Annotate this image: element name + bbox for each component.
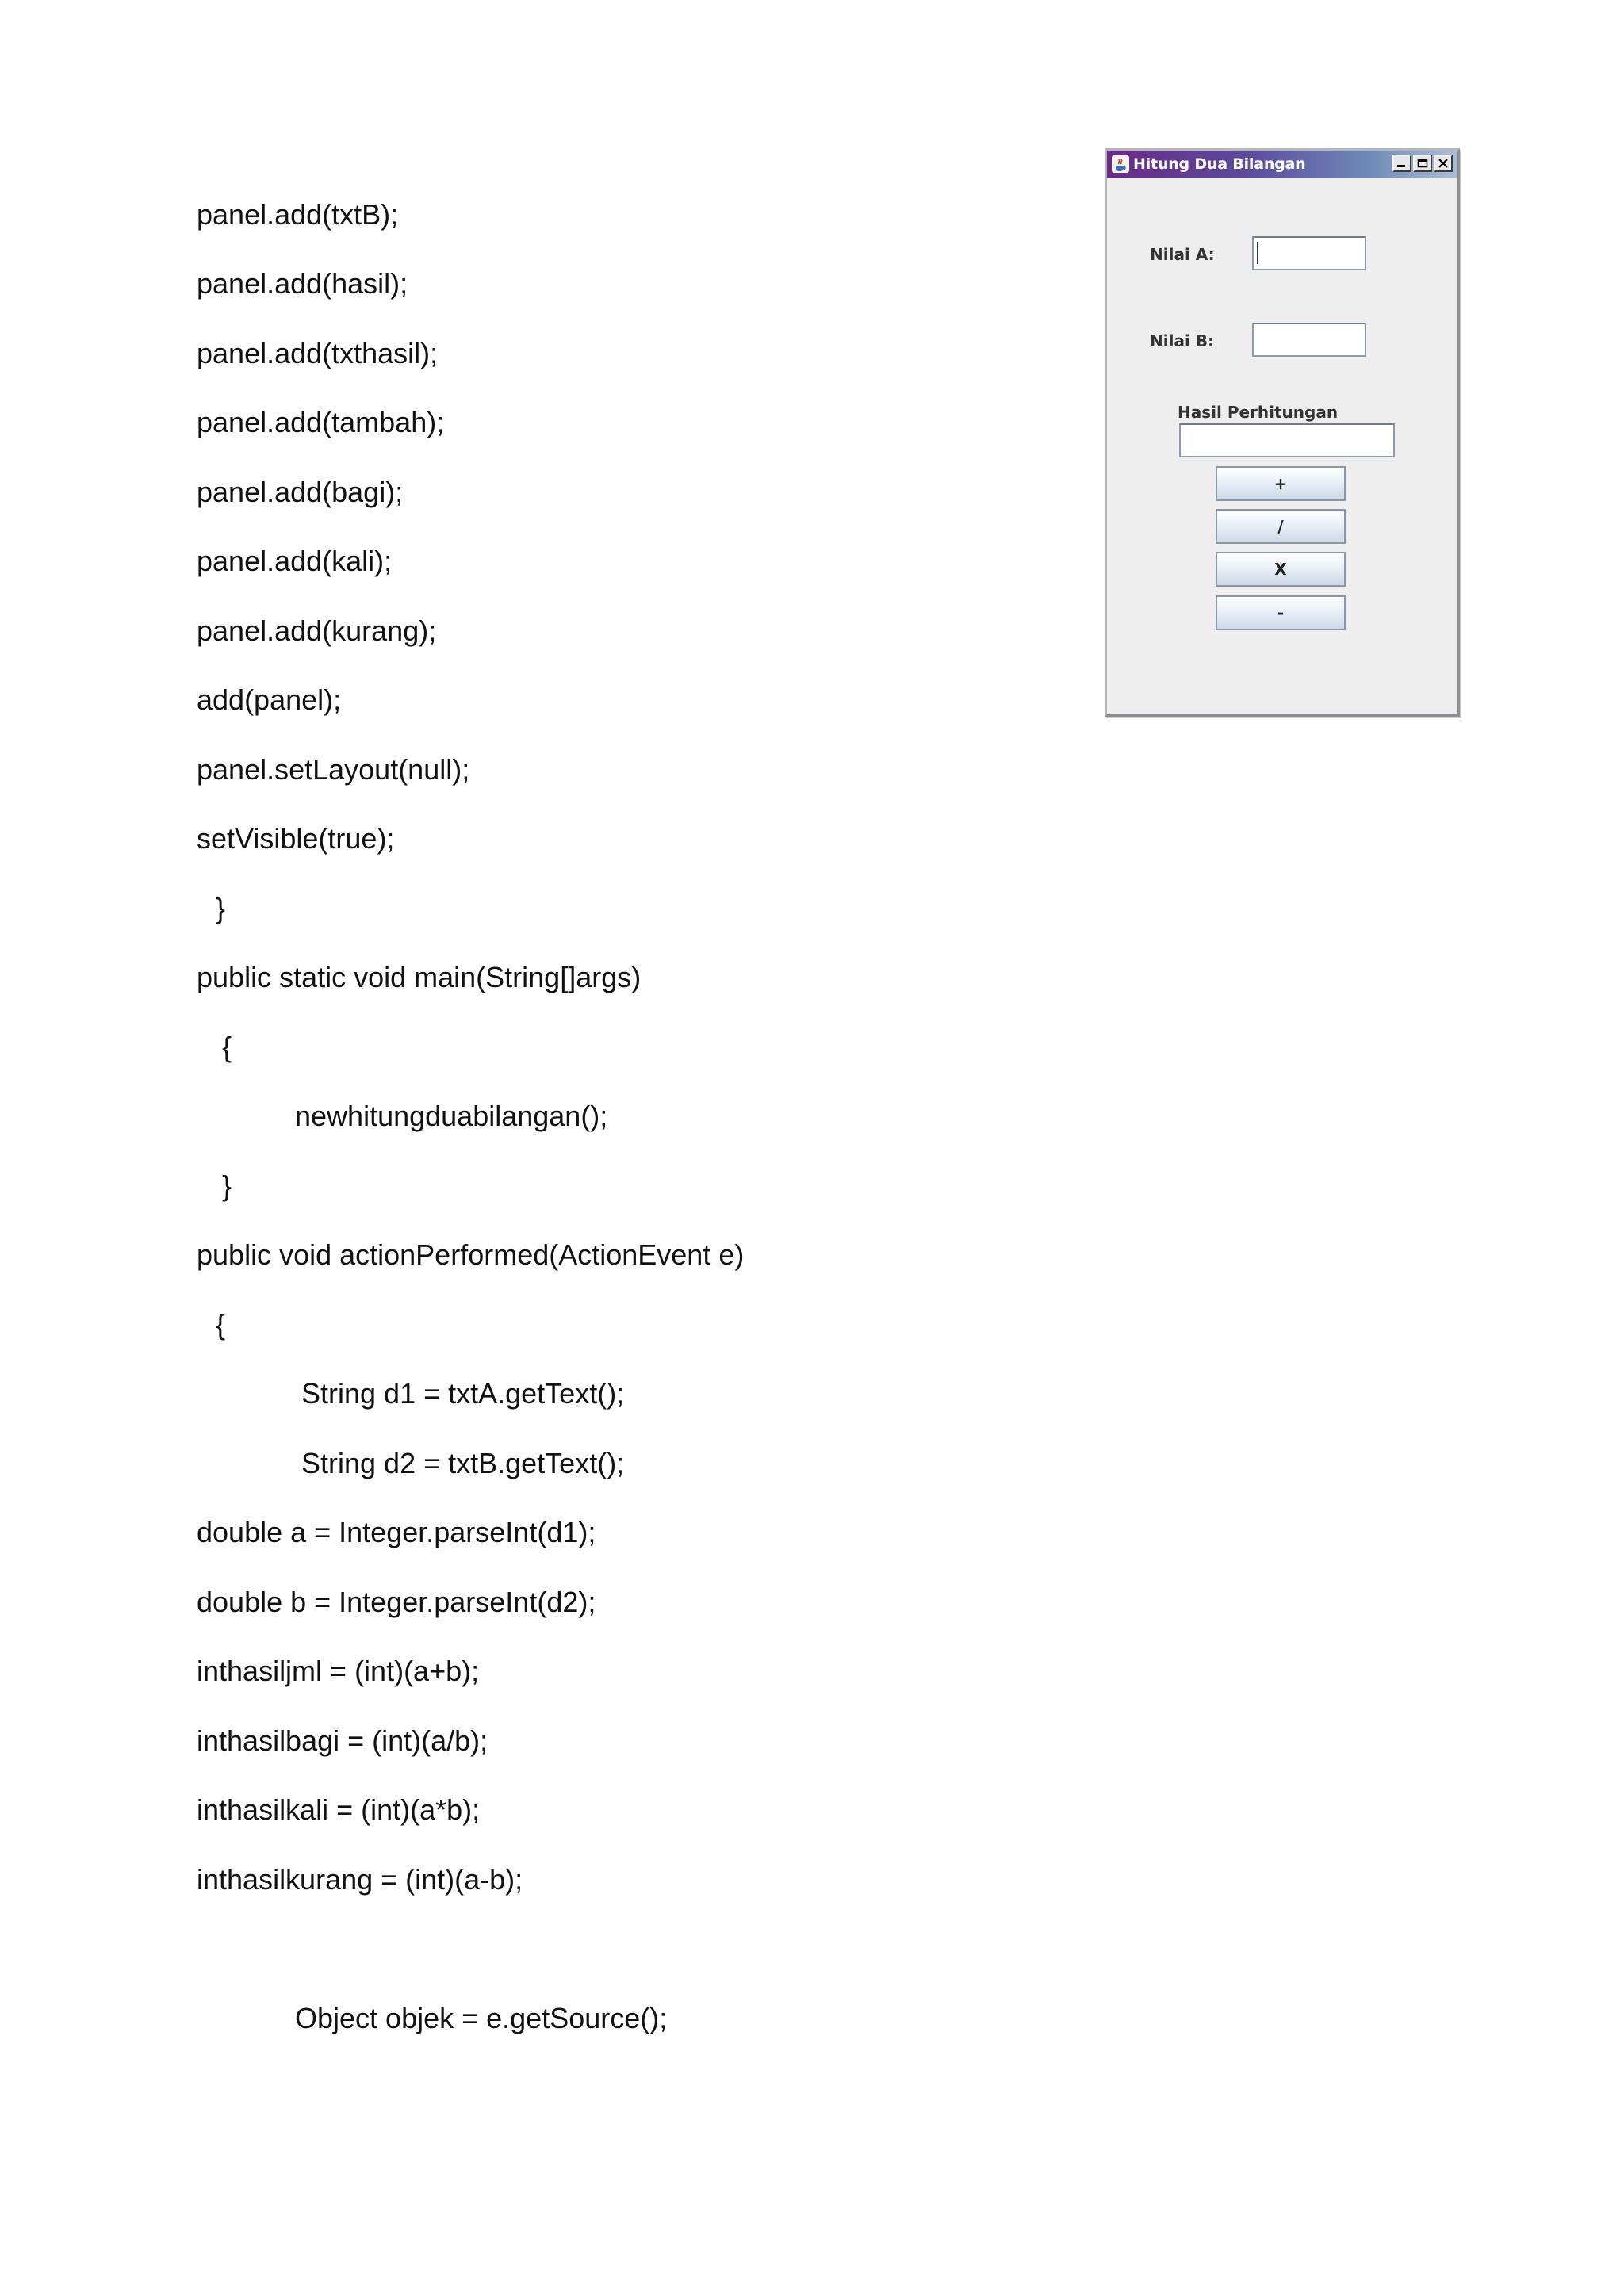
- multiply-button[interactable]: X: [1216, 552, 1346, 587]
- java-cup-icon: [1111, 155, 1130, 174]
- code-line: String d1 = txtA.getText();: [301, 1377, 625, 1410]
- code-line: {: [222, 1031, 232, 1063]
- minimize-button[interactable]: [1392, 155, 1411, 172]
- input-nilai-b[interactable]: [1252, 323, 1366, 357]
- code-line: panel.setLayout(null);: [197, 753, 470, 786]
- code-line: inthasiljml = (int)(a+b);: [197, 1655, 480, 1687]
- divide-button[interactable]: /: [1216, 509, 1346, 544]
- code-line: panel.add(txtB);: [197, 198, 399, 231]
- subtract-button[interactable]: -: [1216, 595, 1346, 630]
- code-line: inthasilkurang = (int)(a-b);: [197, 1863, 523, 1896]
- code-line: double a = Integer.parseInt(d1);: [197, 1516, 596, 1548]
- code-line: panel.add(tambah);: [197, 406, 445, 438]
- minimize-icon: [1396, 159, 1408, 168]
- calculator-window: [1105, 148, 1460, 717]
- code-line: }: [216, 892, 226, 924]
- code-line: {: [216, 1308, 226, 1341]
- window-title: Hitung Dua Bilangan: [1133, 155, 1306, 173]
- code-line: String d2 = txtB.getText();: [301, 1447, 625, 1479]
- code-line: public static void main(String[]args): [197, 961, 642, 993]
- code-line: setVisible(true);: [197, 822, 395, 855]
- code-line: panel.add(hasil);: [197, 267, 408, 300]
- code-line: add(panel);: [197, 683, 342, 716]
- code-line: panel.add(kali);: [197, 545, 393, 577]
- maximize-icon: [1417, 159, 1428, 168]
- code-line: inthasilbagi = (int)(a/b);: [197, 1724, 488, 1757]
- window-titlebar[interactable]: [1107, 151, 1457, 178]
- close-button[interactable]: [1434, 155, 1453, 172]
- code-line: }: [222, 1169, 232, 1202]
- close-icon: [1438, 159, 1449, 168]
- code-line: newhitungduabilangan();: [295, 1100, 608, 1132]
- code-line: Object objek = e.getSource();: [295, 2002, 668, 2034]
- code-line: panel.add(txthasil);: [197, 337, 439, 369]
- label-hasil-perhitungan: Hasil Perhitungan: [1178, 403, 1339, 422]
- label-nilai-b: Nilai B:: [1150, 331, 1215, 350]
- code-line: inthasilkali = (int)(a*b);: [197, 1793, 481, 1826]
- add-button[interactable]: +: [1216, 466, 1346, 501]
- code-line: panel.add(bagi);: [197, 476, 404, 508]
- text-caret: [1257, 242, 1258, 264]
- maximize-button[interactable]: [1413, 155, 1432, 172]
- input-nilai-a[interactable]: [1252, 236, 1366, 270]
- label-nilai-a: Nilai A:: [1150, 245, 1215, 264]
- window-controls: [1392, 155, 1453, 172]
- code-line: panel.add(kurang);: [197, 614, 437, 647]
- code-line: double b = Integer.parseInt(d2);: [197, 1586, 596, 1618]
- result-field[interactable]: [1179, 423, 1395, 457]
- code-line: public void actionPerformed(ActionEvent e): [197, 1238, 745, 1271]
